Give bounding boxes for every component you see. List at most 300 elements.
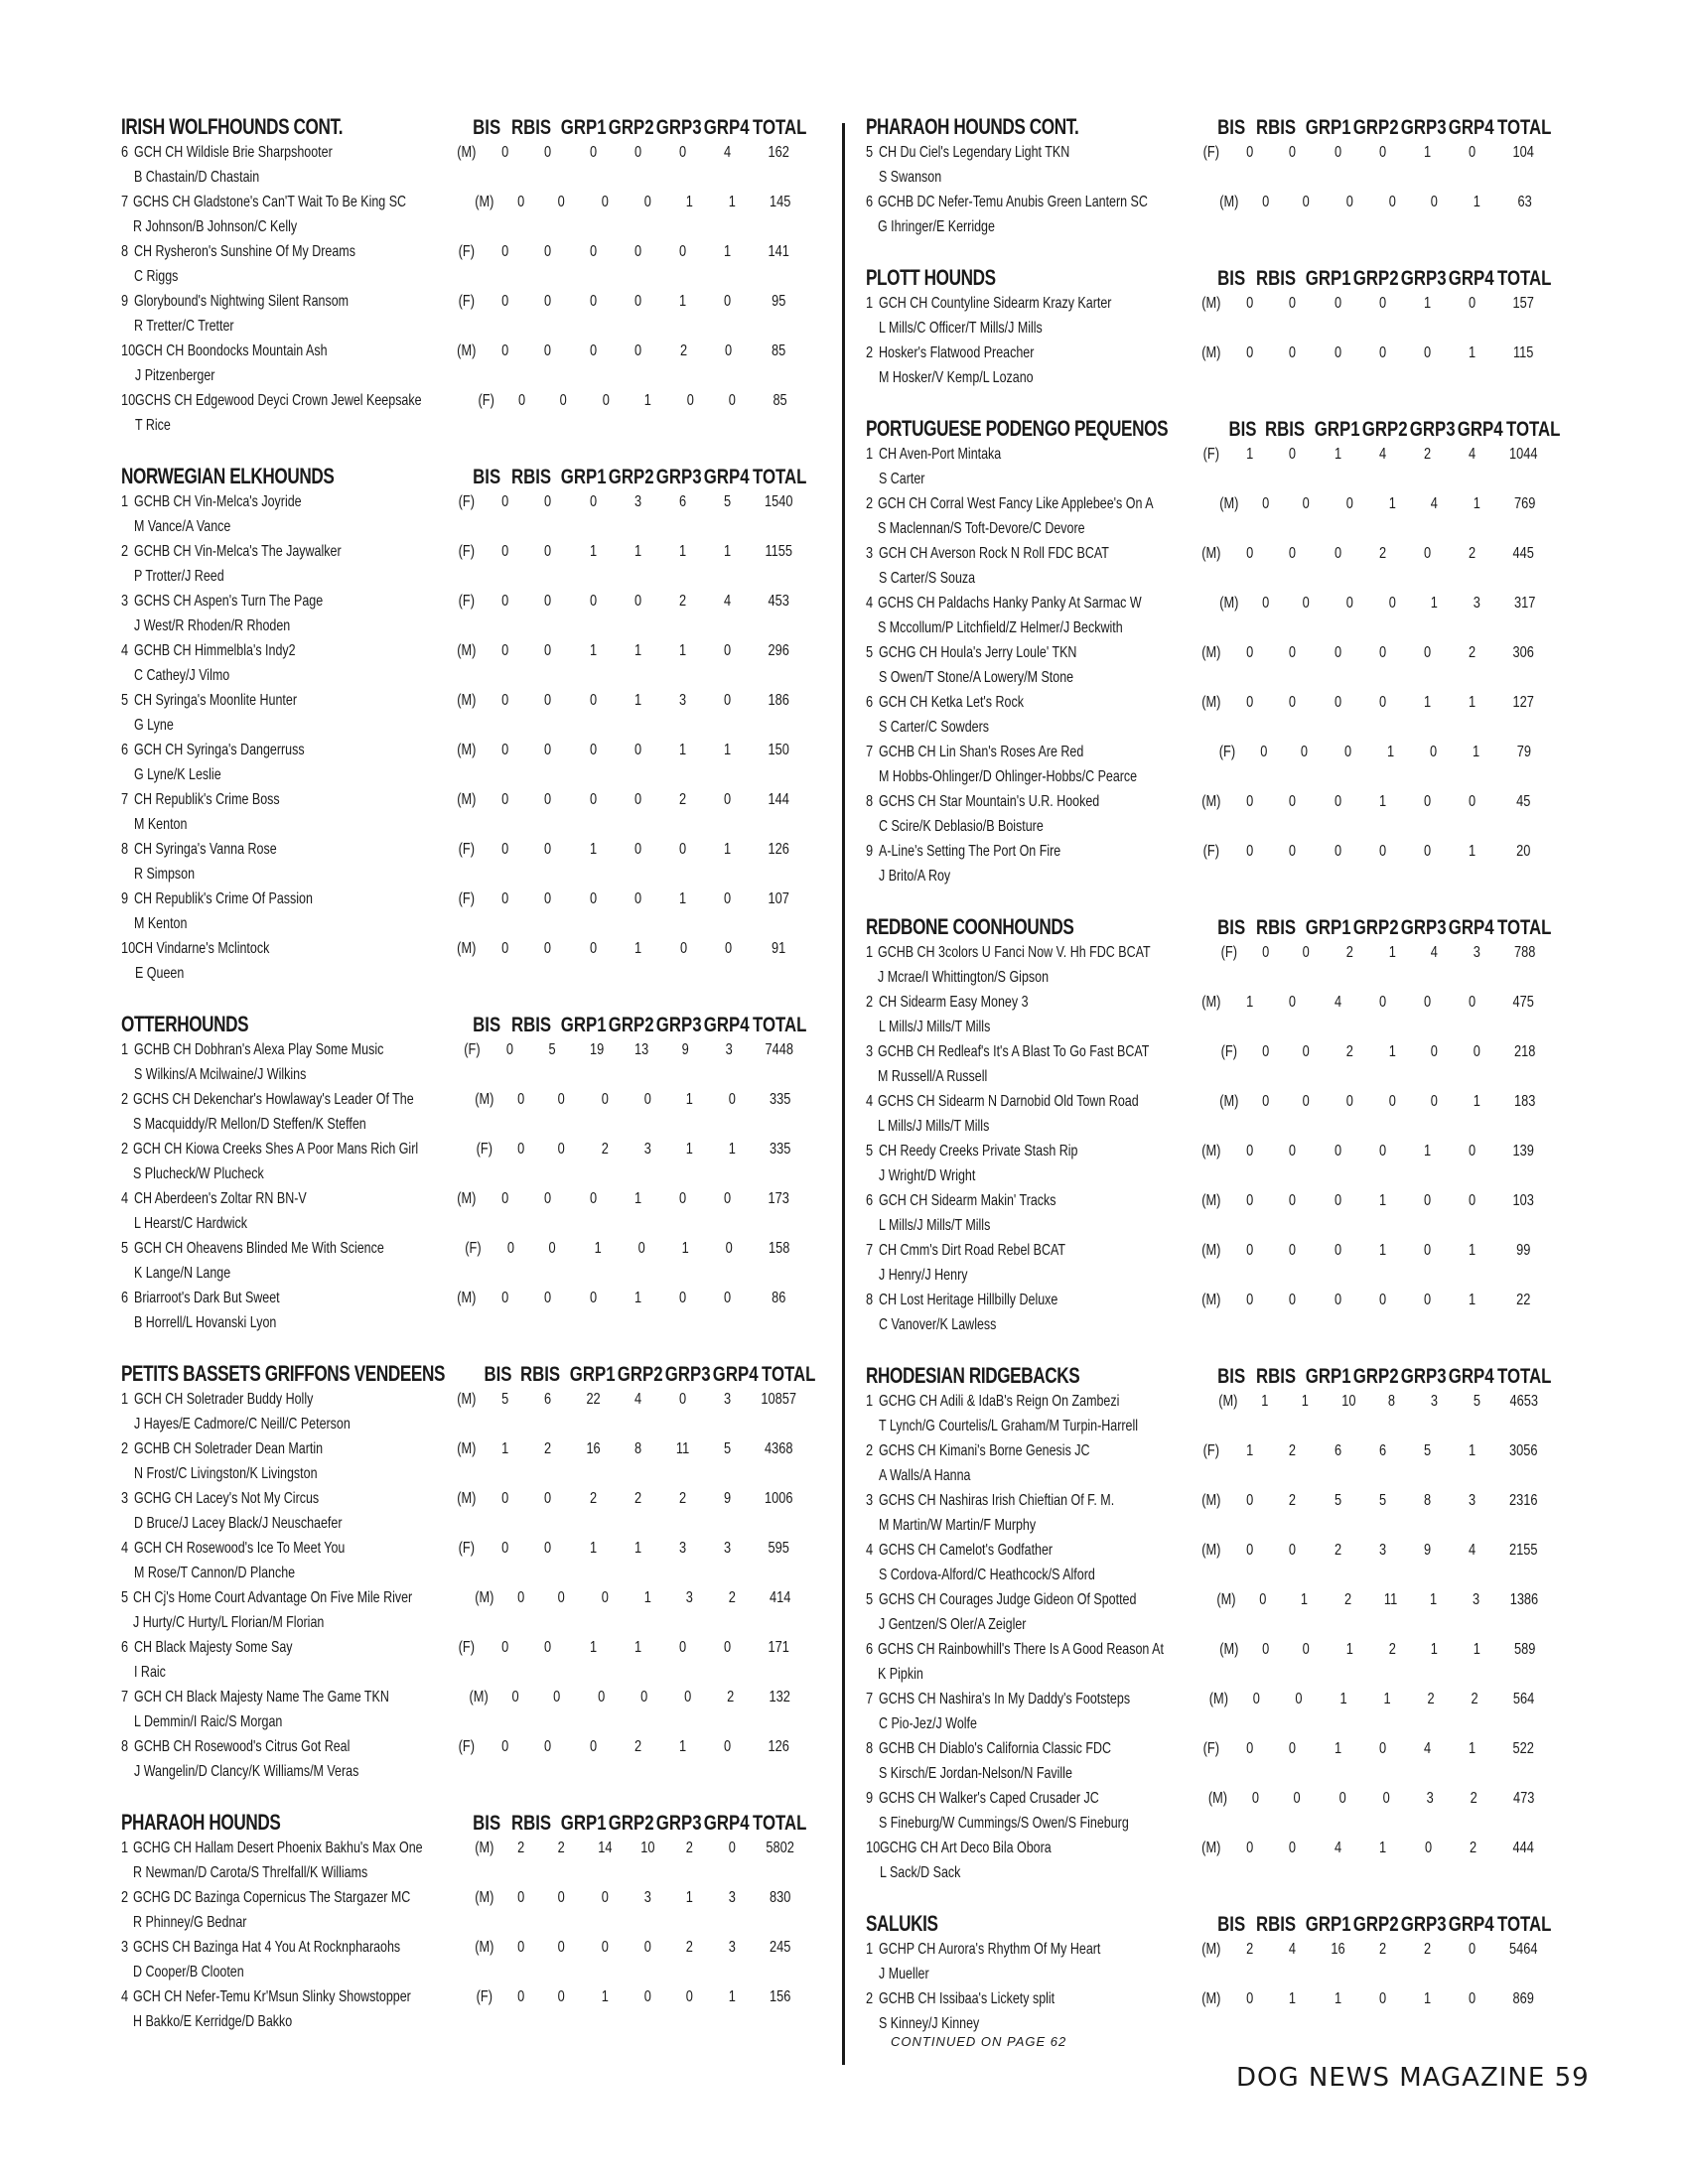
rank: 1 [866,1941,874,1958]
owners: T Lynch/G Courtelis/L Graham/M Turpin-Harrell [878,1418,1138,1434]
column-header: BIS [484,1363,512,1386]
rank: 6 [121,742,129,758]
section-header [866,110,1551,140]
stat-rbis: 0 [558,1589,566,1606]
dog-info [879,1786,1129,1836]
owners: D Bruce/J Lacey Black/J Neuschaefer [134,1515,343,1532]
dog-entry [121,1536,806,1585]
stat-bis: 0 [500,1738,508,1755]
breed-section [866,110,1551,239]
stat-g3: 2 [686,1840,694,1856]
column-header: GRP1 [1305,116,1351,139]
stat-rbis: 0 [544,593,552,610]
stat-g2: 2 [1379,1941,1387,1958]
stat-bis: 0 [500,1490,508,1507]
column-header: GRP2 [1352,916,1399,939]
dog-info [133,1137,419,1186]
stat-g2: 0 [1379,644,1387,661]
owners: L Hearst/C Hardwick [134,1215,248,1232]
stat-bis: 0 [500,593,508,610]
stat-g1: 1 [590,1540,598,1557]
stat-rbis: 0 [1289,344,1297,361]
dog-entry [866,690,1551,740]
stat-g3: 0 [679,1639,687,1656]
stat-total: 335 [769,1141,790,1158]
stat-g4: 0 [728,1840,736,1856]
stat-rbis: 0 [1289,694,1297,711]
owners: N Frost/C Livingston/K Livingston [134,1465,318,1482]
stat-g1: 0 [590,890,598,907]
stat-total: 830 [769,1889,790,1906]
stat-bis: 0 [1245,843,1253,860]
sex: (F) [458,1738,475,1755]
owners: B Horrell/L Hovanski Lyon [134,1314,277,1331]
stat-g1: 1 [1345,1641,1353,1658]
stat-g4: 1 [724,543,732,560]
stat-g3: 1 [679,642,687,659]
stat-bis: 5 [500,1391,508,1408]
stat-total: 79 [1517,744,1532,760]
owners: K Pipkin [878,1666,924,1683]
dog-entry [121,638,806,688]
stat-g3: 0 [679,1391,687,1408]
stat-g1: 0 [590,493,598,510]
sex: (M) [1219,495,1239,512]
stat-rbis: 0 [544,692,552,709]
rank: 3 [866,545,874,562]
column-header: GRP4 [1448,1913,1494,1936]
column-header: GRP2 [608,116,654,139]
stat-g2: 0 [1379,1292,1387,1308]
section-header [866,261,1551,291]
stat-total: 564 [1512,1691,1535,1707]
rank: 6 [121,1639,129,1656]
stat-g1: 0 [1335,644,1342,661]
section-header [121,110,806,140]
breed-title: PETITS BASSETS GRIFFONS VENDEENS [121,1361,446,1386]
sex: (M) [1201,1292,1221,1308]
dog-entry [866,291,1551,341]
dog-entry [866,491,1551,541]
stat-g2: 0 [1388,595,1396,612]
dog-name: GCHS CH Bazinga Hat 4 You At Rocknpharaohs [133,1939,401,1956]
column-header: GRP2 [1352,1913,1399,1936]
stat-g2: 1 [634,1639,642,1656]
dog-name: CH Reedy Creeks Private Stash Rip [879,1143,1078,1160]
column-header: RBIS [511,1812,552,1835]
stat-total: 2155 [1508,1542,1538,1559]
stat-rbis: 0 [544,1738,552,1755]
sex: (F) [458,890,475,907]
stat-g2: 4 [1379,446,1387,463]
dog-entry [121,1387,806,1436]
stat-g2: 0 [1379,1143,1387,1160]
stat-g1: 1 [1335,446,1342,463]
stat-g3: 1 [1431,1641,1439,1658]
dog-info [879,740,1137,789]
column-header: BIS [472,466,500,488]
sex: (F) [464,1041,481,1058]
stat-g2: 1 [1379,1242,1387,1259]
dog-entry [866,1238,1551,1288]
stat-bis: 0 [1245,644,1253,661]
stat-g3: 0 [679,1290,687,1306]
stat-g2: 0 [643,1939,651,1956]
breed-section [866,1907,1551,2036]
dog-name: GCHB CH Lin Shan's Roses Are Red [878,744,1083,760]
dog-entry [866,1389,1551,1438]
stat-total: 589 [1513,1641,1535,1658]
stat-g3: 1 [679,742,687,758]
dog-info [134,1734,378,1784]
stat-g1: 0 [590,940,598,957]
stat-g2: 0 [634,742,642,758]
dog-info [134,688,378,738]
stat-rbis: 0 [1303,595,1311,612]
dog-entry [866,190,1551,239]
stat-rbis: 0 [1289,843,1297,860]
dog-entry [866,541,1551,591]
dog-name: GCHS CH Kimani's Borne Genesis JC [879,1442,1090,1459]
dog-info [134,1635,378,1685]
stat-g1: 0 [1335,1292,1342,1308]
stat-rbis: 0 [544,841,552,858]
sex: (F) [1202,843,1219,860]
dog-entry [121,140,806,190]
sex: (M) [457,1440,477,1457]
stat-g3: 0 [683,1689,691,1706]
stat-rbis: 0 [548,1240,556,1257]
stat-total: 127 [1512,694,1534,711]
stat-total: 145 [769,194,790,210]
breed-section [121,1008,806,1335]
stat-rbis: 0 [1289,793,1297,810]
stat-bis: 0 [517,1889,525,1906]
owners: S Kirsch/E Jordan-Nelson/N Faville [879,1765,1073,1782]
stat-bis: 0 [1262,1641,1270,1658]
stat-g4: 5 [1473,1393,1480,1410]
stat-g4: 9 [724,1490,732,1507]
stat-g2: 0 [1388,194,1396,210]
dog-info [134,787,378,837]
stat-g2: 0 [1379,144,1387,161]
breed-section [121,460,806,986]
dog-name: GCHG CH Houla's Jerry Loule' TKN [879,644,1077,661]
dog-name: CH Republik's Crime Of Passion [134,890,314,907]
dog-entry [866,1488,1551,1538]
stat-bis: 0 [1259,1591,1267,1608]
stat-total: 1386 [1509,1591,1539,1608]
stat-g4: 1 [1469,1292,1477,1308]
sex: (F) [458,493,475,510]
dog-entry [121,1236,806,1286]
stat-bis: 0 [500,243,508,260]
sex: (M) [1201,295,1221,312]
owners: R Johnson/B Johnson/C Kelly [133,218,298,235]
stat-g2: 0 [637,1240,645,1257]
stat-total: 4653 [1509,1393,1539,1410]
stat-rbis: 0 [544,642,552,659]
stat-g1: 0 [601,1939,609,1956]
rank: 8 [121,841,129,858]
stat-bis: 0 [501,342,509,359]
stat-rbis: 2 [1289,1442,1297,1459]
dog-entry [121,190,806,239]
stat-bis: 0 [517,1988,525,2005]
dog-info [134,1236,384,1286]
dog-name: GCHB CH Vin-Melca's Joyride [134,493,302,510]
column-header: RBIS [1256,116,1297,139]
dog-entry [121,738,806,787]
dog-entry [121,1935,806,1984]
stat-g2: 2 [1379,545,1387,562]
dog-entry [866,1736,1551,1786]
column-header: GRP4 [1448,267,1494,290]
stat-g4: 0 [724,642,732,659]
column-header: RBIS [511,466,552,488]
dog-entry [121,688,806,738]
dog-name: GCHB CH Issibaa's Lickety split [879,1990,1055,2007]
stat-bis: 1 [1245,994,1253,1011]
stat-g4: 3 [728,1939,736,1956]
stat-total: 10857 [761,1391,796,1408]
rank: 2 [121,1889,129,1906]
stat-total: 144 [768,791,789,808]
stat-g2: 1 [1379,1840,1387,1856]
rank: 1 [866,295,874,312]
dog-entry [121,289,806,339]
rank: 2 [121,1440,129,1457]
dog-entry [121,787,806,837]
stat-g1: 14 [598,1840,613,1856]
stat-bis: 0 [1245,1242,1253,1259]
dog-entry [121,1486,806,1536]
stat-g1: 2 [1345,944,1353,961]
column-header: GRP2 [608,1812,654,1835]
stat-g2: 0 [634,890,642,907]
dog-info [134,1037,383,1087]
stat-rbis: 0 [544,144,552,161]
dog-entry [866,940,1551,990]
dog-name: GCHB CH Vin-Melca's The Jaywalker [134,543,342,560]
rank: 3 [121,593,129,610]
dog-name: GCHG CH Adili & IdaB's Reign On Zambezi [878,1393,1119,1410]
stat-g4: 1 [1469,1740,1477,1757]
stat-g1: 1 [590,1639,598,1656]
stat-g3: 0 [686,392,694,409]
stat-g2: 4 [634,1391,642,1408]
stat-g4: 0 [724,791,732,808]
stat-g1: 1 [1335,1740,1342,1757]
rank: 7 [866,1242,874,1259]
stat-total: 1155 [765,543,792,560]
stat-g4: 0 [724,1190,732,1207]
dog-info [879,1687,1130,1736]
stat-g4: 0 [724,293,732,310]
column-header: RBIS [1256,1365,1297,1388]
dog-entry [866,990,1551,1039]
sex: (M) [1218,1393,1238,1410]
column-header: GRP4 [1448,916,1494,939]
stat-g1: 1 [1335,1990,1342,2007]
dog-entry [121,1037,806,1087]
stat-g3: 3 [679,1540,687,1557]
column-header: GRP1 [560,466,607,488]
dog-entry [121,1585,806,1635]
stat-g4: 5 [724,1440,732,1457]
stat-g2: 8 [634,1440,642,1457]
rank: 2 [121,1141,129,1158]
dog-info [879,341,1123,390]
stat-g2: 0 [634,593,642,610]
column-header: BIS [1216,1913,1245,1936]
stat-g1: 0 [1335,144,1342,161]
sex: (M) [475,194,494,210]
stat-total: 522 [1512,1740,1534,1757]
stat-rbis: 0 [1293,1790,1301,1807]
stat-rbis: 0 [1289,295,1297,312]
stat-g4: 4 [724,593,732,610]
dog-entry [866,1637,1551,1687]
column-header: TOTAL [1497,267,1552,290]
breed-section [121,1806,806,2034]
owners: C Pio-Jez/J Wolfe [878,1715,977,1732]
owners: M Kenton [134,816,188,833]
owners: L Mills/J Mills/T Mills [879,1217,991,1234]
stat-g1: 0 [590,1290,598,1306]
breed-title: RHODESIAN RIDGEBACKS [866,1363,1080,1388]
stat-g1: 2 [601,1141,609,1158]
rank: 1 [866,944,874,961]
owners: S Carter [879,471,925,487]
stat-g1: 0 [1335,1192,1342,1209]
column-header: RBIS [511,116,552,139]
stat-total: 3056 [1508,1442,1538,1459]
stat-g4: 1 [728,1988,736,2005]
stat-bis: 0 [1246,1840,1254,1856]
dog-entry [866,740,1551,789]
dog-name: GCHG CH Hallam Desert Phoenix Bakhu's Max One [133,1840,424,1856]
stat-g1: 0 [601,194,609,210]
stat-g1: 16 [1331,1941,1345,1958]
stat-g1: 0 [1335,793,1342,810]
stat-g3: 0 [679,243,687,260]
stat-g2: 3 [1379,1542,1387,1559]
stat-g2: 3 [634,493,642,510]
rank: 3 [121,1490,129,1507]
column-header: GRP2 [1352,1365,1399,1388]
stat-rbis: 0 [1295,1691,1303,1707]
stat-bis: 0 [1245,694,1253,711]
stat-g2: 0 [634,293,642,310]
stat-g1: 16 [586,1440,601,1457]
dog-info [878,591,1143,640]
stat-rbis: 0 [544,1490,552,1507]
dog-name: Glorybound's Nightwing Silent Ransom [134,293,350,310]
dog-info [134,1436,378,1486]
stat-bis: 0 [500,1190,508,1207]
owners: M Hosker/V Kemp/L Lozano [879,369,1034,386]
sex: (M) [475,1939,494,1956]
column-header: RBIS [511,1014,552,1036]
rank: 10 [866,1840,881,1856]
rank: 9 [866,843,874,860]
stat-g2: 0 [1379,694,1387,711]
dog-info [878,1039,1150,1089]
dog-info [879,1438,1123,1488]
stat-bis: 0 [500,692,508,709]
stat-g3: 1 [1424,1990,1432,2007]
stat-g3: 1 [1424,295,1432,312]
rank: 7 [121,791,129,808]
dog-info [879,442,1123,491]
dog-name: GCHS CH Dekenchar's Howlaway's Leader Of The [133,1091,415,1108]
stat-g4: 0 [1469,144,1477,161]
stat-g4: 4 [1469,446,1477,463]
stat-total: 186 [768,692,789,709]
owners: C Cathey/J Vilmo [134,667,230,684]
column-header: BIS [1228,418,1257,441]
breed-title: PHARAOH HOUNDS CONT. [866,114,1079,139]
column-header: GRP2 [608,1014,654,1036]
stat-rbis: 0 [1289,1840,1297,1856]
stat-g1: 0 [1335,694,1342,711]
dog-info [134,738,378,787]
stat-g3: 0 [1424,545,1432,562]
column-header: GRP3 [655,1014,702,1036]
stat-bis: 0 [1245,1143,1253,1160]
rank: 10 [121,342,136,359]
stat-bis: 0 [1262,1043,1270,1060]
stat-g4: 0 [1469,1192,1477,1209]
column-header: TOTAL [1497,1913,1552,1936]
owners: M Rose/T Cannon/D Planche [134,1565,296,1581]
stat-g2: 0 [1379,344,1387,361]
stat-g2: 1 [1379,793,1387,810]
column-header: GRP3 [1400,1913,1447,1936]
stat-g2: 2 [634,1738,642,1755]
stat-g1: 0 [1335,843,1342,860]
column-header: BIS [472,1014,500,1036]
stat-rbis: 0 [1289,446,1297,463]
owners: S Kinney/J Kinney [879,2015,980,2032]
stat-bis: 0 [500,1540,508,1557]
dog-info [134,638,378,688]
dog-info [134,1186,378,1236]
stat-g2: 1 [643,1589,651,1606]
stat-g2: 10 [639,1840,655,1856]
stat-g2: 0 [640,1689,648,1706]
stat-total: 788 [1513,944,1535,961]
stat-g1: 0 [1345,194,1353,210]
column-header: RBIS [1265,418,1306,441]
stat-g2: 0 [1379,295,1387,312]
stat-bis: 0 [501,940,509,957]
sex: (F) [458,1639,475,1656]
dog-name: GCH CH Ketka Let's Rock [879,694,1025,711]
stat-g2: 3 [643,1141,651,1158]
stat-g3: 3 [679,692,687,709]
sex: (M) [457,1391,477,1408]
breed-title: PHARAOH HOUNDS [121,1810,281,1835]
dog-entry [866,1438,1551,1488]
owners: L Mills/J Mills/T Mills [878,1118,990,1135]
dog-entry [121,1137,806,1186]
column-header: TOTAL [753,466,807,488]
rank: 1 [866,1393,874,1410]
breed-section [866,910,1551,1337]
section-header [866,1359,1551,1389]
